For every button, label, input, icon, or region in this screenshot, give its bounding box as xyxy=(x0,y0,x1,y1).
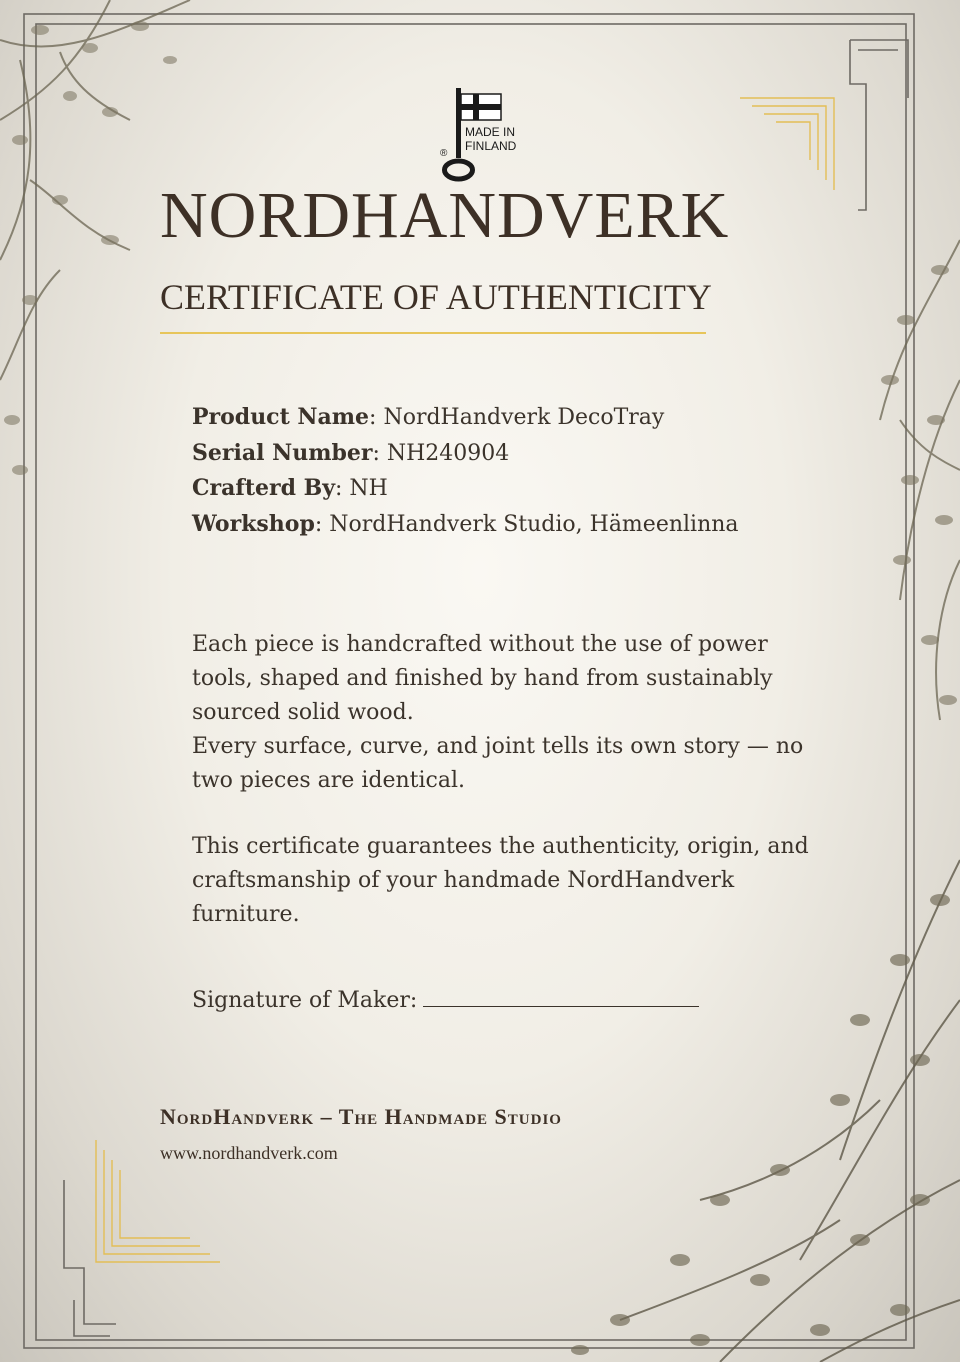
foliage-leaves-bottom-right xyxy=(571,894,950,1355)
logo-text-finland: FINLAND xyxy=(465,139,517,153)
detail-value: NH240904 xyxy=(386,440,510,466)
foliage-bottom-right xyxy=(620,860,960,1362)
foliage-leaves-top-left xyxy=(4,21,177,475)
signature-area xyxy=(192,982,699,1013)
signature-label: Signature of Maker: xyxy=(192,988,418,1013)
detail-label: Workshop xyxy=(192,510,315,537)
detail-row-crafted-by: Crafterd By: NH xyxy=(192,475,388,501)
detail-value: NordHandverk Studio, Hämeenlinna xyxy=(329,511,739,537)
detail-value: NordHandverk DecoTray xyxy=(383,405,665,430)
detail-row-workshop: Workshop: NordHandverk Studio, Hämeenlinna xyxy=(192,510,739,537)
logo-text-made-in: MADE IN xyxy=(465,125,516,139)
foliage-leaves-right xyxy=(881,265,957,705)
gold-divider xyxy=(160,332,706,334)
guarantee-paragraph: This certificate guarantees the authenticity, origin, and craftsmanship of your handmade NordHandverk furniture. xyxy=(192,834,809,927)
logo-registered-mark: ® xyxy=(440,148,448,159)
brand-title: NORDHANDVERK xyxy=(160,179,730,252)
detail-row-serial-number: Serial Number: NH240904 xyxy=(192,439,510,466)
top-right-frame-corner xyxy=(850,40,908,210)
detail-value: NH xyxy=(349,476,388,501)
detail-label: Serial Number xyxy=(192,439,373,466)
handcraft-description xyxy=(192,628,812,798)
description-paragraph: Each piece is handcrafted without the use of power tools, shaped and finished by hand from sustainably sourced solid wood. xyxy=(192,632,773,725)
studio-name: NordHandverk – The Handmade Studio xyxy=(160,1104,562,1129)
detail-label: Crafterd By xyxy=(192,475,335,501)
gold-corner-top-right xyxy=(740,98,834,190)
website-text: www.nordhandverk.com xyxy=(160,1143,338,1163)
certificate-subtitle: CERTIFICATE OF AUTHENTICITY xyxy=(160,277,712,317)
made-in-finland-key-icon xyxy=(438,86,538,186)
signature-line xyxy=(423,982,699,1007)
detail-label: Product Name xyxy=(192,404,370,430)
detail-row-product-name: Product Name: NordHandverk DecoTray xyxy=(192,404,665,430)
foliage-right xyxy=(880,240,960,720)
product-details xyxy=(192,400,832,542)
description-paragraph-story: Every surface, curve, and joint tells its own story — no two pieces are identical. xyxy=(192,734,804,793)
bottom-left-frame-corner xyxy=(64,1180,116,1336)
